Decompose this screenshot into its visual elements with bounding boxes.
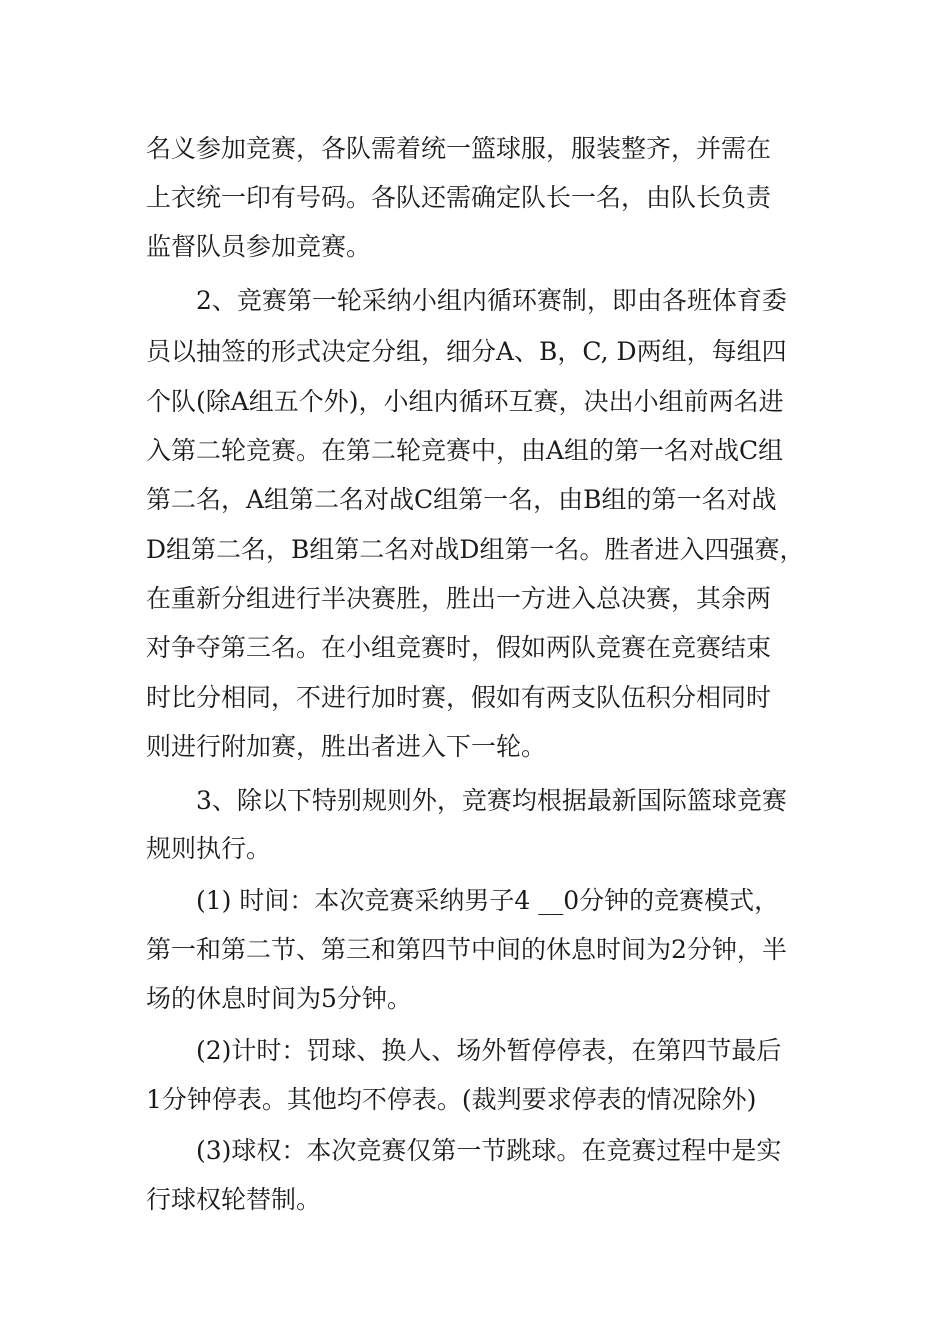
- text-line: 行球权轮替制。: [146, 1185, 322, 1214]
- text-line: 监督队员参加竞赛。: [146, 232, 372, 261]
- text-line: 在重新分组进行半决赛胜，胜出一方进入总决赛，其余两: [146, 584, 772, 613]
- text-line: 上衣统一印有号码。各队还需确定队长一名，由队长负责: [146, 183, 772, 212]
- text-line: 场的休息时间为5分钟。: [146, 984, 412, 1013]
- text-line: 个队(除A组五个外)，小组内循环互赛，决出小组前两名进: [146, 387, 784, 416]
- text-line: 第二名，A组第二名对战C组第一名，由B组的第一名对战: [146, 485, 777, 514]
- text-line: 时比分相同，不进行加时赛，假如有两支队伍积分相同时: [146, 683, 772, 712]
- text-line: 入第二轮竞赛。在第二轮竞赛中，由A组的第一名对战C组: [146, 436, 784, 465]
- text-line: (1) 时间：本次竞赛采纳男子4 __0分钟的竞赛模式，: [196, 886, 780, 915]
- text-line: 对争夺第三名。在小组竞赛时，假如两队竞赛在竞赛结束: [146, 633, 772, 662]
- text-line: 1分钟停表。其他均不停表。(裁判要求停表的情况除外): [146, 1085, 757, 1114]
- text-line: 第一和第二节、第三和第四节中间的休息时间为2分钟，半: [146, 935, 787, 964]
- text-line: 员以抽签的形式决定分组，细分A、B，C, D两组，每组四: [146, 337, 787, 366]
- text-line: 2、竞赛第一轮采纳小组内循环赛制，即由各班体育委: [196, 286, 787, 315]
- text-line: 名义参加竞赛，各队需着统一篮球服，服装整齐，并需在: [146, 134, 772, 163]
- text-line: 规则执行。: [146, 834, 272, 863]
- text-line: (3)球权：本次竞赛仅第一节跳球。在竞赛过程中是实: [196, 1136, 782, 1165]
- text-line: D组第二名，B组第二名对战D组第一名。胜者进入四强赛，: [146, 535, 805, 564]
- text-line: (2)计时：罚球、换人、场外暂停停表，在第四节最后: [196, 1036, 782, 1065]
- text-line: 则进行附加赛，胜出者进入下一轮。: [146, 732, 547, 761]
- text-line: 3、除以下特别规则外，竞赛均根据最新国际篮球竞赛: [196, 786, 787, 815]
